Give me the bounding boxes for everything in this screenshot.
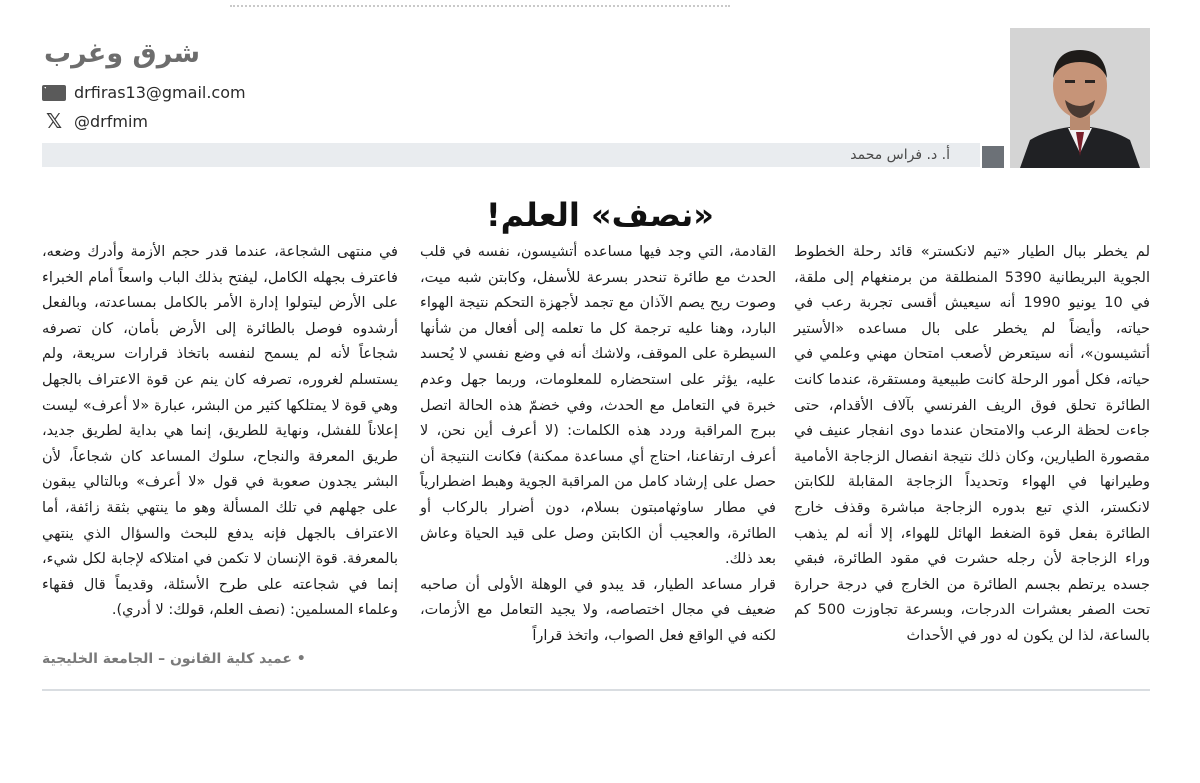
author-photo [1010,28,1150,168]
article-column-right [794,240,1150,650]
x-handle: @drfmim [74,111,148,131]
x-contact [42,111,148,131]
article-column-middle [420,240,776,650]
x-icon: 𝕏 [45,109,63,133]
author-name: أ. د. فراس محمد [850,147,950,163]
column-header [42,26,1150,168]
top-fragment-divider [230,0,730,7]
article-paragraph: في منتهى الشجاعة، عندما قدر حجم الأزمة وأدرك وضعه، فاعترف بجهله الكامل، ليفتح بذلك الباب واسعاً أمام الخبراء على الأرض ليتولوا إدارة الأمر بالكامل بمساعدته، وبالفعل أرشدوه فوصل بالطائرة إلى الأرض بأمان، كان تصرفه شجاعاً لأنه لم يسمح لنفسه باتخاذ قرارات سريعة، ولم يستسلم لغروره، تصرفه كان ينم عن قوة الاعتراف بالجهل وهي قوة لا يمتلكها كثير من البشر، عبارة «لا أعرف» ليست إعلاناً للفشل، ونهاية للطريق، إنما هي بداية لطريق جديد، طريق المعرفة والنجاح، سلوك المساعد كان شجاعاً، لأن البشر يجدون صعوبة في قول «لا أعرف» وبالتالي يبقون على جهلهم في تلك المسألة وهو ما ينتهي بثقة زائفة، أما الاعتراف بالجهل فإنه يدفع للبحث والسؤال الذي ينتهي بالمعرفة. قوة الإنسان لا تكمن في امتلاكه لإجابة لكل شيء، إنما في شجاعته على طرح الأسئلة، وقديماً قال فقهاء وعلماء المسلمين: (نصف العلم، قولك: لا أدري). [42,244,398,619]
bottom-rule [42,689,1150,691]
author-affiliation [42,651,398,667]
author-portrait-illustration [1010,28,1150,168]
article-paragraph: قرار مساعد الطيار، قد يبدو في الوهلة الأولى أن صاحبه ضعيف في مجال اختصاصه، ولا يجيد التعامل مع الأزمات، لكنه في الواقع فعل الصواب، واتخذ قراراً [420,576,776,644]
article-paragraph: القادمة، التي وجد فيها مساعده أتشيسون، نفسه في قلب الحدث مع طائرة تنحدر بسرعة للأسفل، وكابتن شبه ميت، وصوت ريح يصم الآذان مع تجمد لأجهزة التحكم نتيجة الهواء البارد، وهنا عليه ترجمة كل ما تعلمه إلى أفعال من شأنها السيطرة على الموقف، ولاشك أنه في وضع نفسي لا يُحسد عليه، يؤثر على استحضاره للمعلومات، وربما جهل وعدم خبرة في التعامل مع الحدث، وفي خضمّ هذه الحالة اتصل ببرج المراقبة وردد هذه الكلمات: (لا أعرف أين نحن، لا أعرف ارتفاعنا، احتاج أي مساعدة ممكنة) فكانت النتيجة أن حصل على إرشاد كامل من المراقبة الجوية وهبط اضطرارياً في مطار ساوثهامبتون بسلام، دون أضرار بالركاب أو الطائرة، والعجيب أن الكابتن وصل على قيد الحياة وعاش بعد ذلك. [420,244,776,568]
author-square-marker [982,146,1004,168]
column-name: شرق وغرب [44,38,201,69]
mail-icon [42,85,66,101]
article-headline: «نصف» العلم! [486,196,714,234]
email-address: drfiras13@gmail.com [74,83,246,102]
article-column-left [42,240,398,624]
article-paragraph: لم يخطر ببال الطيار «تيم لانكستر» قائد رحلة الخطوط الجوية البريطانية 5390 المنطلقة من برمنغهام إلى ملقة، في 10 يونيو 1990 أنه سيعيش أقسى تجربة رعب في حياته، وأيضاً لم يخطر على بال مساعده «الأستير أتشيسون»، أنه سيتعرض لأصعب امتحان مهني وعلمي في حياته، فكل أمور الرحلة كانت طبيعية ومستقرة، عندما كانت الطائرة تحلق فوق الريف الفرنسي بآلاف الأقدام، حتى جاءت لحظة الرعب والامتحان عندما دوى انفجار عنيف في مقصورة الطيارين، وكان ذلك نتيجة انفصال الزجاجة الأمامية وطيرانها في الهواء وتحديداً الزجاجة المقابلة للكابتن لانكستر، الذي تبع بدوره الزجاجة مباشرة وقذف خارج الطائرة بفعل قوة الضغط الهائل للهواء، إلا أنه لم يذهب وراء الزجاجة لأن رجله حشرت في مقود الطائرة، فبقي جسده يرتطم بجسم الطائرة من الخارج في درجة حرارة تحت الصفر بعشرات الدرجات، وبسرعة تجاوزت 500 كم بالساعة، لذا لن يكون له دور في الأحداث [794,244,1150,644]
affiliation-text: • عميد كلية القانون – الجامعة الخليجية [42,651,306,667]
email-contact [42,83,246,102]
